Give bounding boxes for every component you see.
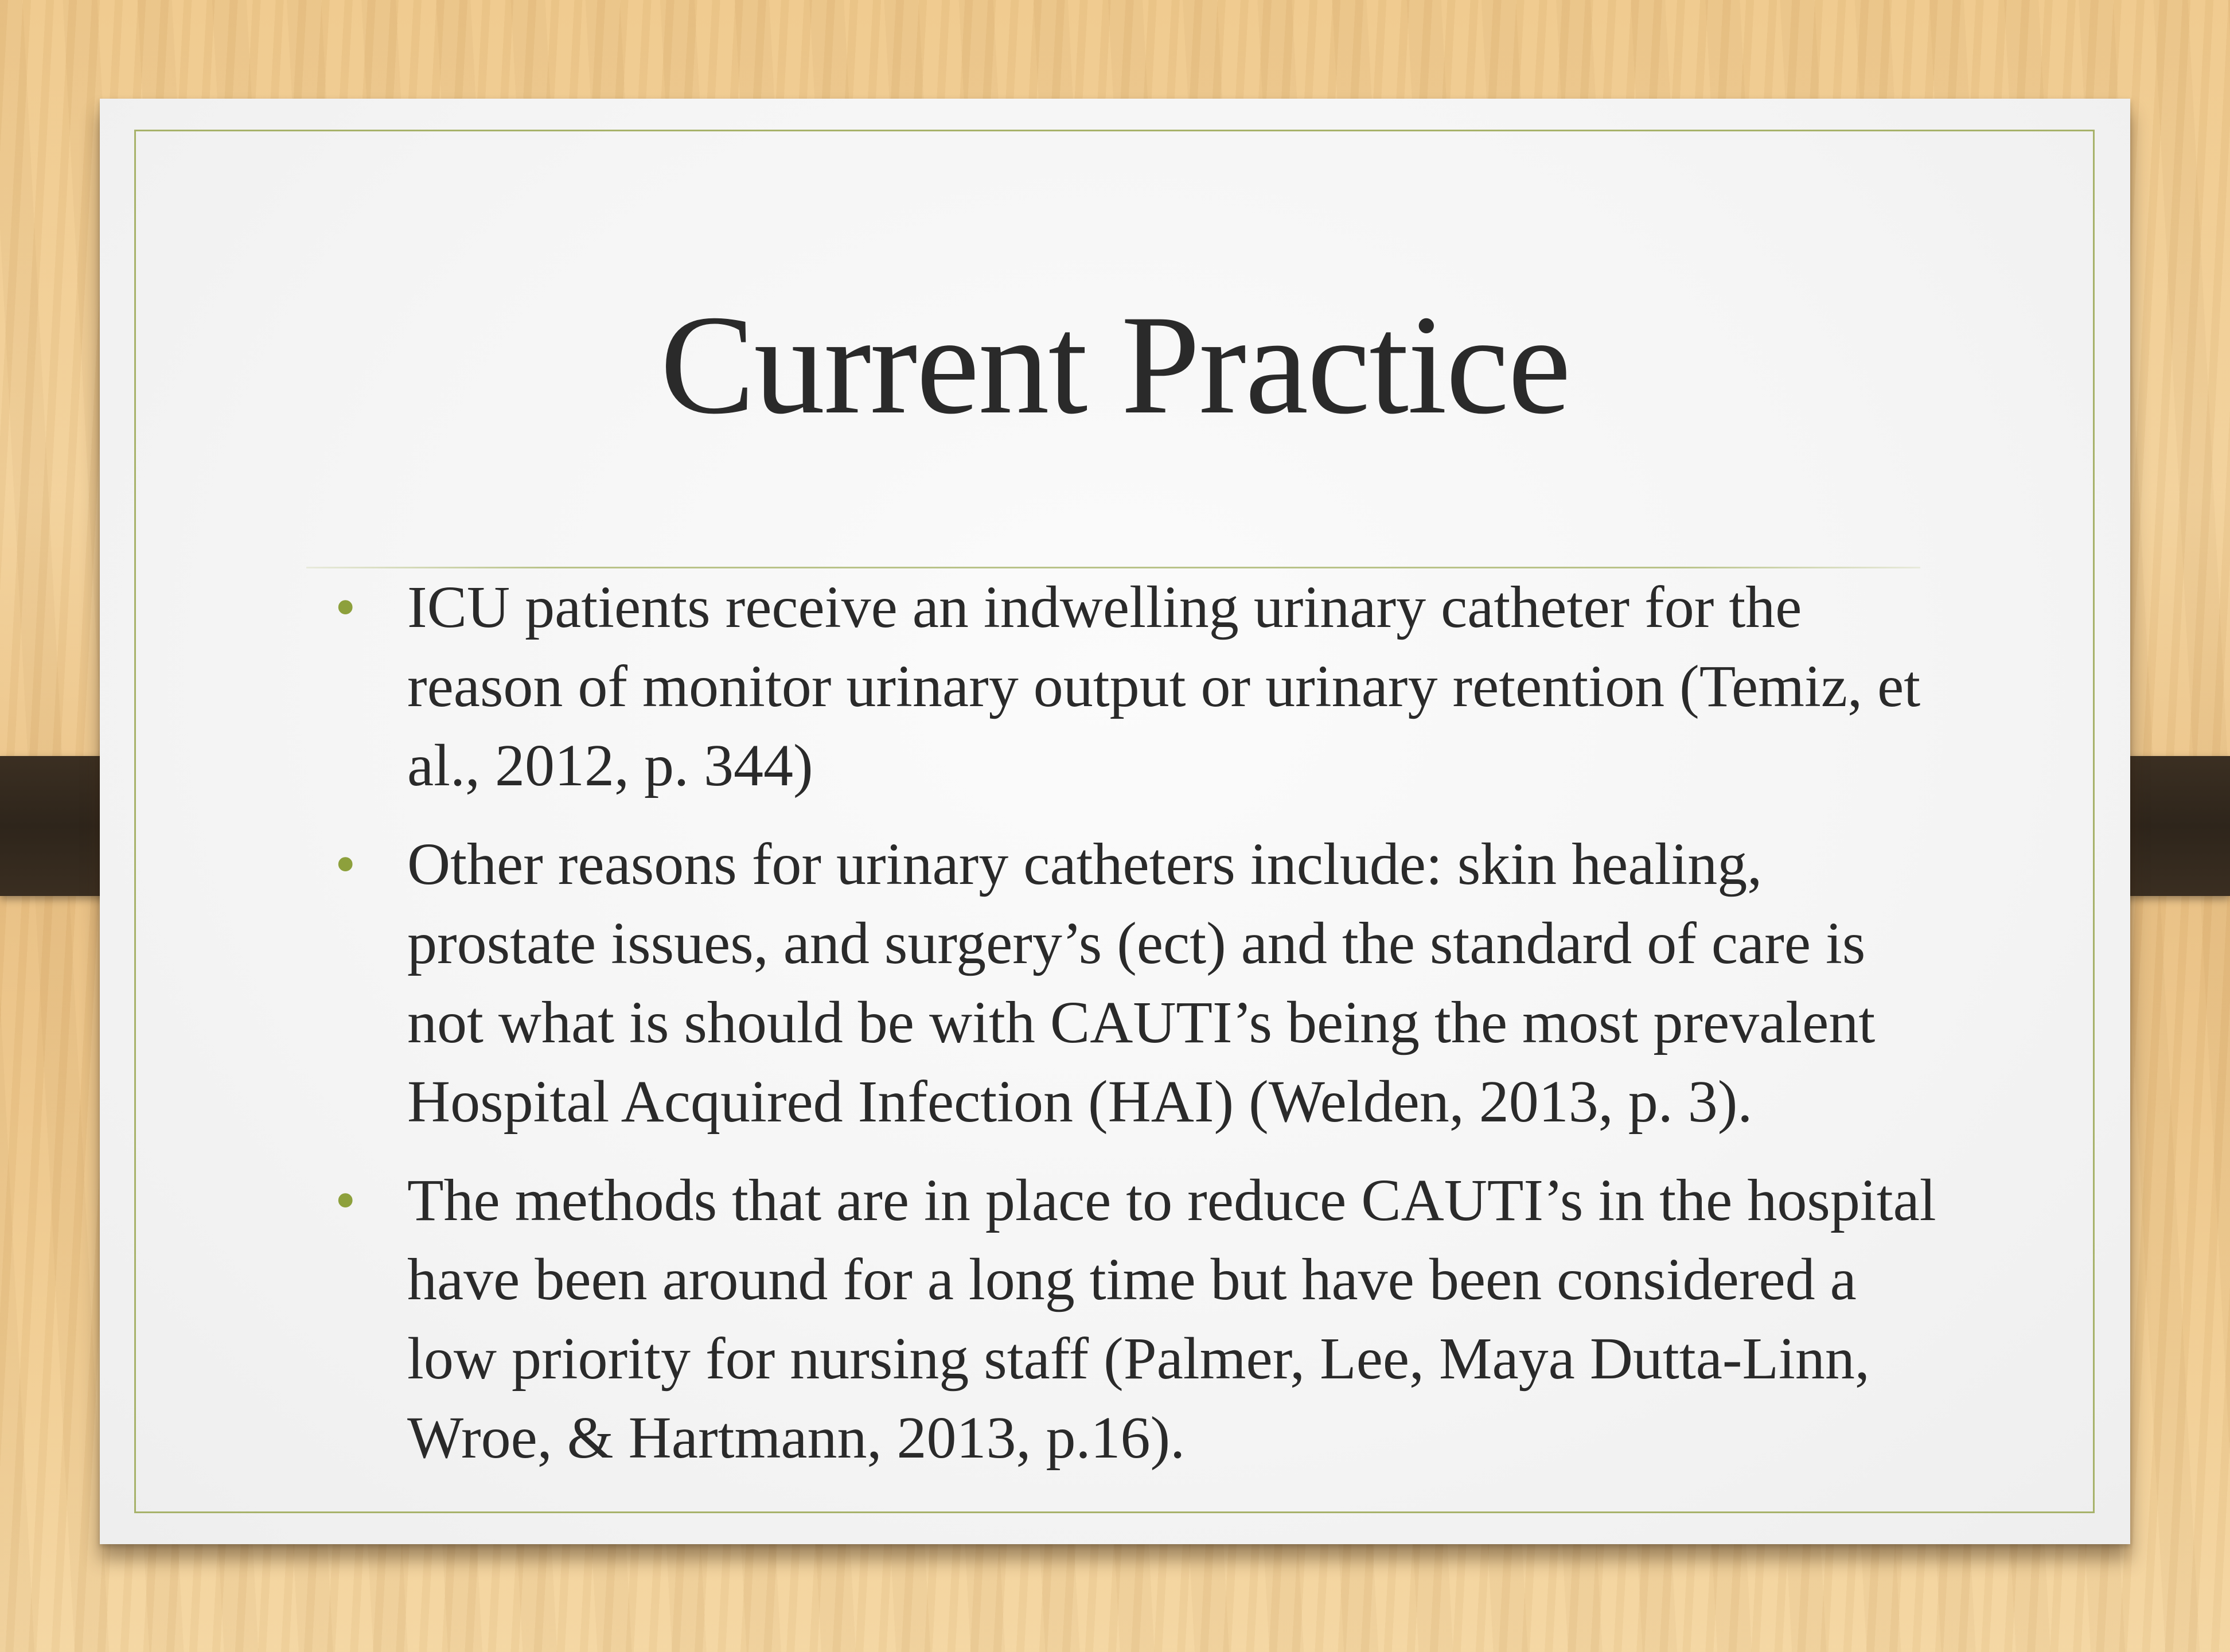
bullet-line: prostate issues, and surgery’s (ect) and the standard of care is: [407, 910, 1866, 976]
bullet-dot-icon: •: [335, 574, 356, 640]
bullet-line: not what is should be with CAUTI’s being the most prevalent: [407, 989, 1876, 1055]
bullet-item-2: [304, 825, 2128, 1141]
bullet-dot-icon: •: [335, 1167, 356, 1233]
slide-paper: [100, 99, 2130, 1544]
slide-title: Current Practice: [660, 286, 1570, 443]
bullet-item-1: [304, 568, 2128, 805]
bullet-line: Other reasons for urinary catheters include: skin healing,: [407, 831, 1763, 897]
bullet-line: have been around for a long time but have been considered a: [407, 1246, 1857, 1312]
bullet-line: low priority for nursing staff (Palmer, Lee, Maya Dutta-Linn,: [407, 1326, 1870, 1392]
bullet-dot-icon: •: [335, 831, 356, 897]
bullet-line: Hospital Acquired Infection (HAI) (Welden, 2013, p. 3).: [407, 1069, 1753, 1135]
bullet-line: The methods that are in place to reduce CAUTI’s in the hospital: [407, 1167, 1936, 1233]
bullet-item-3: [304, 1161, 2128, 1478]
bullet-line: Wroe, & Hartmann, 2013, p.16).: [407, 1405, 1186, 1471]
bullet-line: ICU patients receive an indwelling urinary catheter for the: [407, 574, 1802, 640]
bullet-list: [304, 568, 2128, 1497]
bullet-line: al., 2012, p. 344): [407, 733, 813, 798]
bullet-line: reason of monitor urinary output or urinary retention (Temiz, et: [407, 653, 1921, 719]
